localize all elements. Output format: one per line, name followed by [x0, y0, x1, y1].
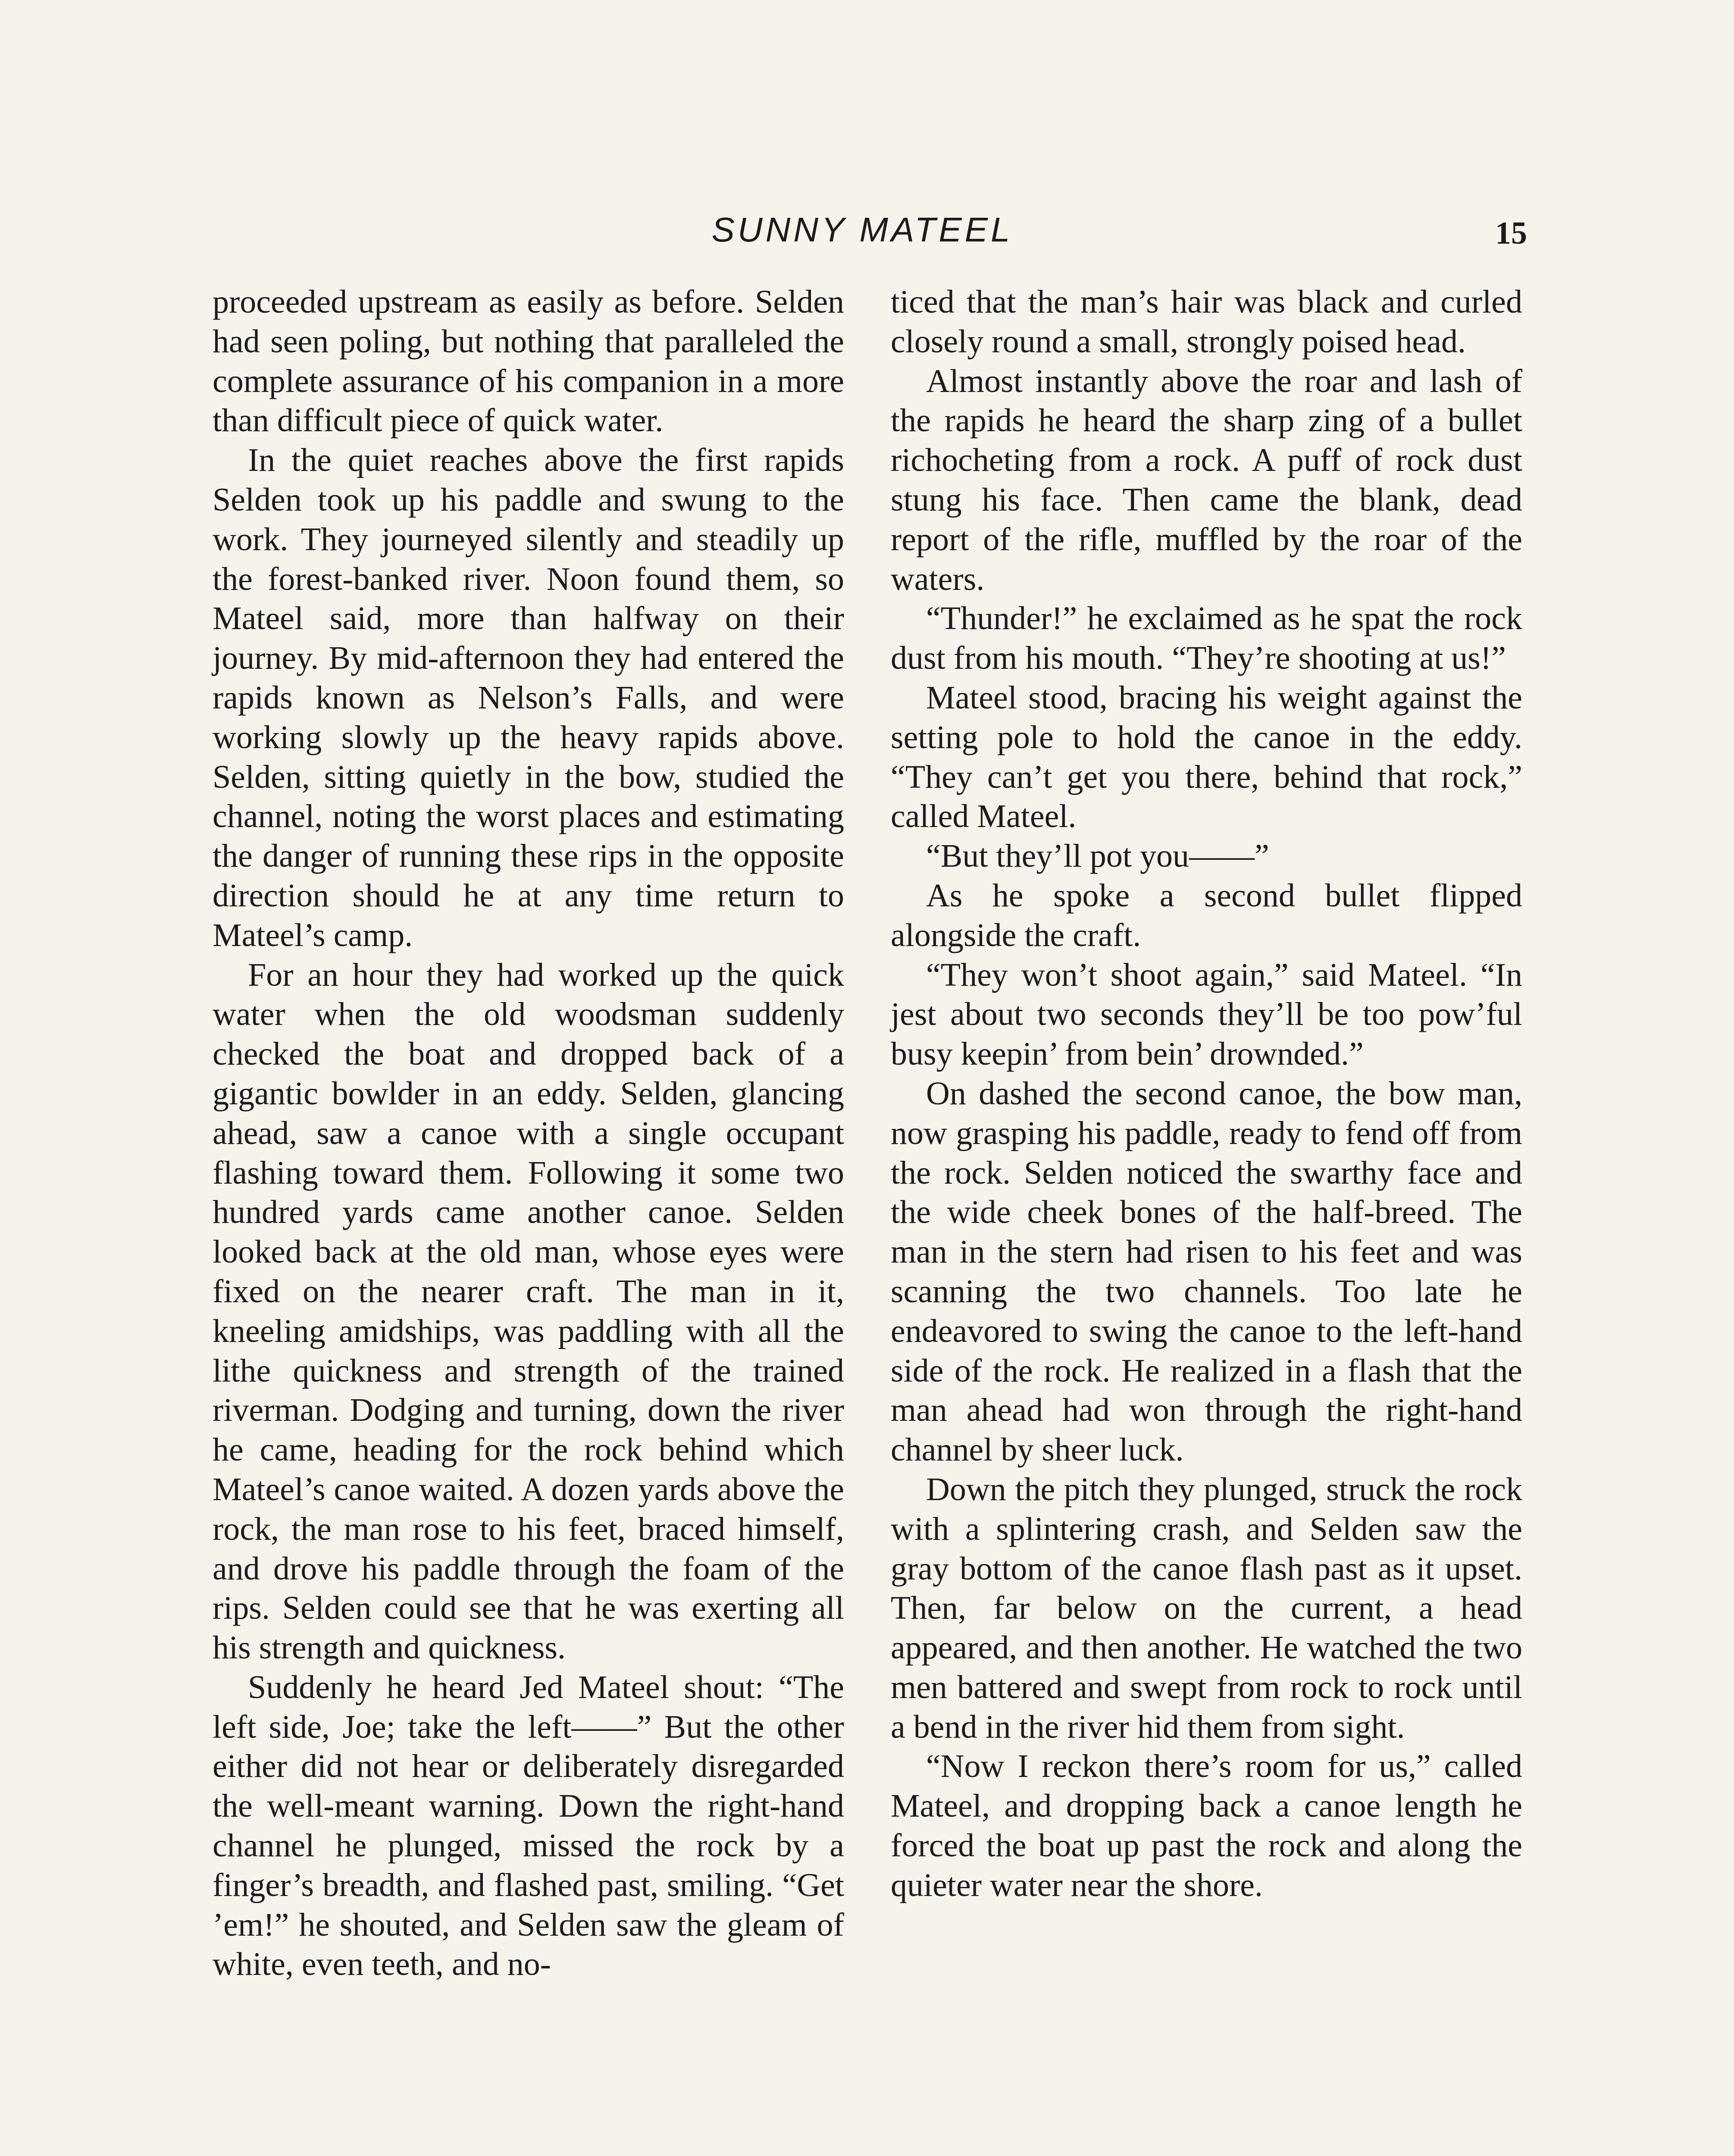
paragraph: “But they’ll pot you——” [926, 838, 1269, 874]
paragraph: Mateel stood, bracing his weight against the setting pole to hold the canoe in the eddy. “They can’t get you there, behind that rock,” called Mateel. [891, 679, 1522, 835]
right-column [891, 282, 1522, 1905]
paragraph: Almost instantly above the roar and lash of the rapids he heard the sharp zing of a bullet richocheting from a rock. A puff of rock dust stung his face. Then came the blank, dead report of the rifle, muffled by the roar of the waters. [891, 363, 1522, 597]
page-header [0, 206, 1734, 258]
paragraph: proceeded upstream as easily as before. Selden had seen poling, but nothing that paralleled the complete assurance of his companion in a more than difficult piece of quick water. [213, 284, 844, 439]
paragraph: In the quiet reaches above the first rapids Selden took up his paddle and swung to the work. They journeyed silently and steadily up the forest-banked river. Noon found them, so Mateel said, more than halfway on their journey. By mid-afternoon they had entered the rapids known as Nelson’s Falls, and were working slowly up the heavy rapids above. Selden, sitting quietly in the bow, studied the channel, noting the worst places and estimating the danger of running these rips in the opposite direction should he at any time return to Mateel’s camp. [213, 442, 844, 953]
paragraph: For an hour they had worked up the quick water when the old woodsman suddenly checked the boat and dropped back of a gigantic bowlder in an eddy. Selden, glancing ahead, saw a canoe with a single occupant flashing toward them. Following it some two hundred yards came another canoe. Selden looked back at the old man, whose eyes were fixed on the nearer craft. The man in it, kneeling amidships, was paddling with all the lithe quickness and strength of the trained riverman. Dodging and turning, down the river he came, heading for the rock behind which Mateel’s canoe waited. A dozen yards above the rock, the man rose to his feet, braced himself, and drove his paddle through the foam of the rips. Selden could see that he was exerting all his strength and quickness. [213, 956, 844, 1666]
page-number: 15 [1495, 216, 1527, 251]
paragraph: “They won’t shoot again,” said Mateel. “In jest about two seconds they’ll be too pow’ful busy keepin’ from bein’ drownded.” [891, 956, 1522, 1072]
paragraph: “Thunder!” he exclaimed as he spat the rock dust from his mouth. “They’re shooting at us!” [891, 600, 1522, 677]
paragraph: Down the pitch they plunged, struck the rock with a splintering crash, and Selden saw the gray bottom of the canoe flash past as it upset. Then, far below on the current, a head appeared, and then another. He watched the two men battered and swept from rock to rock until a bend in the river hid them from sight. [891, 1471, 1522, 1745]
paragraph: Suddenly he heard Jed Mateel shout: “The left side, Joe; take the left——” But the other either did not hear or deliberately disregarded the well-meant warning. Down the right-hand channel he plunged, missed the rock by a finger’s breadth, and flashed past, smiling. “Get ’em!” he shouted, and Selden saw the gleam of white, even teeth, and no- [213, 1669, 844, 1983]
paragraph: “Now I reckon there’s room for us,” called Mateel, and dropping back a canoe length he forced the boat up past the rock and along the quieter water near the shore. [891, 1748, 1522, 1903]
paragraph: On dashed the second canoe, the bow man, now grasping his paddle, ready to fend off from the rock. Selden noticed the swarthy face and the wide cheek bones of the half-breed. The man in the stern had risen to his feet and was scanning the two channels. Too late he endeavored to swing the canoe to the left-hand side of the rock. He realized in a flash that the man ahead had won through the right-hand channel by sheer luck. [891, 1075, 1522, 1468]
running-title: SUNNY MATEEL [711, 210, 1013, 249]
paragraph: ticed that the man’s hair was black and curled closely round a small, strongly poised head. [891, 284, 1522, 360]
left-column [213, 282, 844, 1984]
paragraph: As he spoke a second bullet flipped alongside the craft. [891, 877, 1522, 953]
